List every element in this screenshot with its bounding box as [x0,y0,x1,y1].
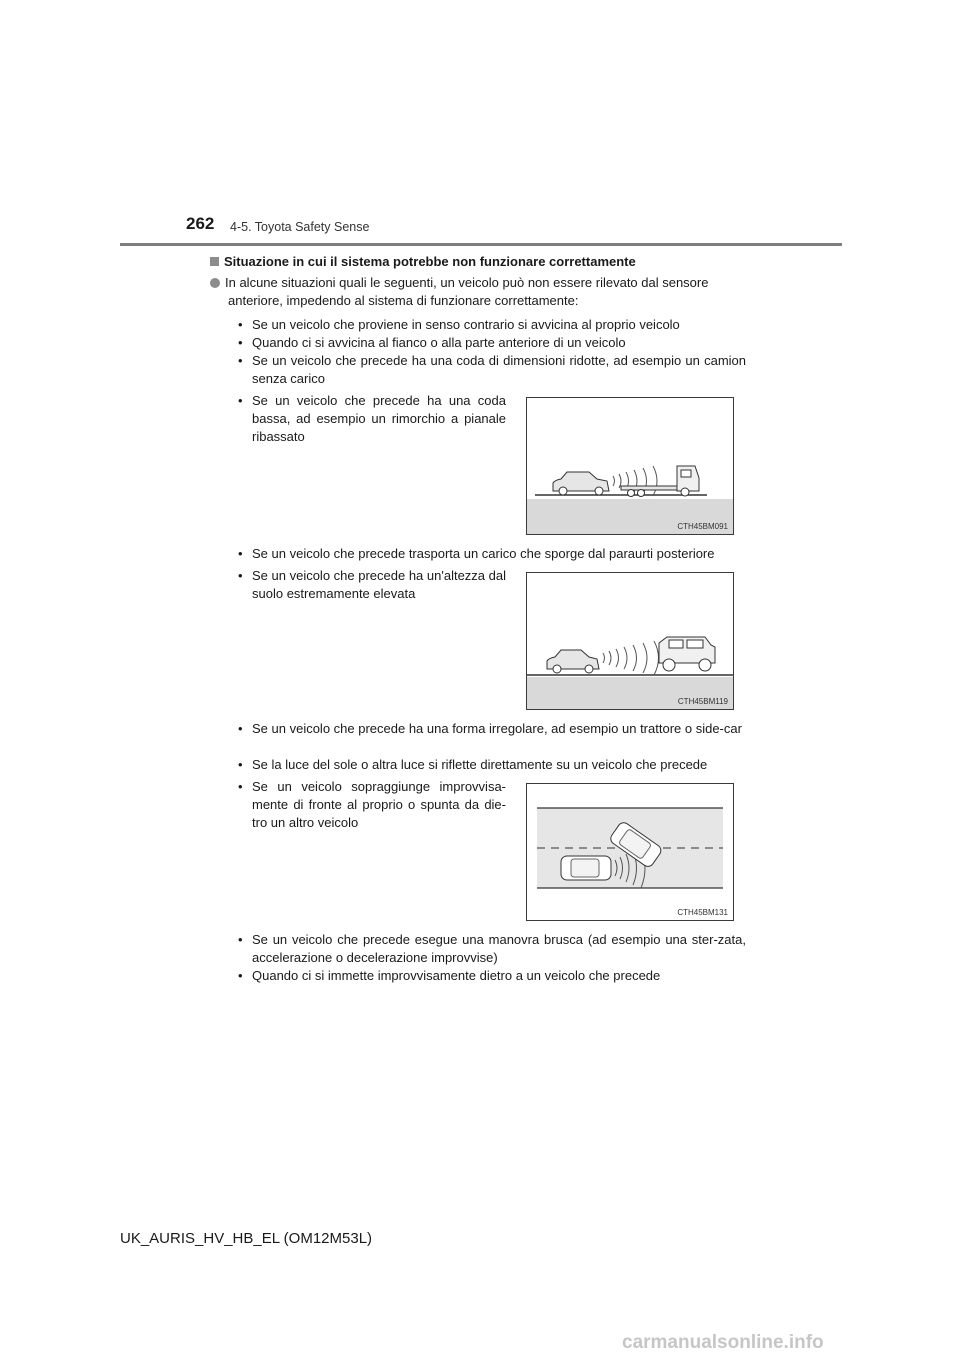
list-item-text: Se un veicolo che precede ha una coda bassa, ad esempio un rimorchio a pianale ribassato [252,393,506,444]
figure-high-clearance [526,572,734,710]
section-heading [210,254,636,269]
list-item [238,967,750,985]
bullet-mark: • [238,393,243,408]
bullet-mark: • [238,968,243,983]
section-title: 4-5. Toyota Safety Sense [230,220,370,234]
section-heading-text: Situazione in cui il sistema potrebbe non funzionare correttamente [224,254,636,269]
bullet-mark: • [238,932,243,947]
list-item [238,545,750,563]
list-item-text: Quando ci si immette improvvisamente dietro a un veicolo che precede [252,968,661,983]
figure-code: CTH45BM119 [677,697,728,706]
list-item-text: Se la luce del sole o altra luce si riflette direttamente su un veicolo che precede [252,757,708,772]
bullet-mark: • [238,546,243,561]
lead-paragraph [210,274,750,310]
figure-code: CTH45BM091 [677,522,728,531]
circle-bullet-icon [210,278,220,288]
list-item [238,352,746,388]
bullet-mark: • [238,721,243,736]
lead-line-1: In alcune situazioni quali le seguenti, un veicolo può non essere rilevato dal sensore [225,275,709,290]
list-item-text: Se un veicolo che precede trasporta un carico che sporge dal paraurti posteriore [252,546,715,561]
bullet-mark: • [238,335,243,350]
watermark: carmanualsonline.info [622,1332,824,1353]
list-item [238,778,506,832]
bullet-mark: • [238,317,243,332]
cut-in-illustration [527,784,733,920]
list-item [238,567,506,603]
footer-model-code: UK_AURIS_HV_HB_EL (OM12M53L) [120,1230,373,1247]
square-bullet-icon [210,257,219,266]
bullet-mark: • [238,568,243,583]
list-item [238,756,750,774]
figure-cut-in [526,783,734,921]
list-item [238,392,506,446]
list-item-text: Se un veicolo che precede esegue una manovra brusca (ad esempio una ster-zata, accelerazione o decelerazione improvvise) [252,932,746,965]
list-item-text: Se un veicolo che precede ha una forma irregolare, ad esempio un trattore o side-car [252,721,742,736]
figure-code: CTH45BM131 [677,908,728,917]
list-item [238,316,750,334]
low-trailer-illustration [527,398,733,534]
list-item-text: Quando ci si avvicina al fianco o alla parte anteriore di un veicolo [252,335,626,350]
list-item-text: Se un veicolo che precede ha una coda di dimensioni ridotte, ad esempio un camion senza carico [252,353,746,386]
bullet-mark: • [238,353,243,368]
header-rule [120,243,842,246]
high-clearance-illustration [527,573,733,709]
list-item [238,931,746,967]
page-number: 262 [186,214,215,233]
list-item-text: Se un veicolo che proviene in senso contrario si avvicina al proprio veicolo [252,317,680,332]
list-item [238,334,750,352]
figure-low-trailer [526,397,734,535]
lead-line-2: anteriore, impedendo al sistema di funzionare correttamente: [228,293,579,308]
bullet-mark: • [238,757,243,772]
bullet-mark: • [238,779,243,794]
list-item-text: Se un veicolo che precede ha un'altezza dal suolo estremamente elevata [252,568,506,601]
list-item [238,720,746,738]
list-item-text: Se un veicolo sopraggiunge improvvisa-mente di fronte al proprio o spunta da die-tro un altro veicolo [252,779,506,830]
